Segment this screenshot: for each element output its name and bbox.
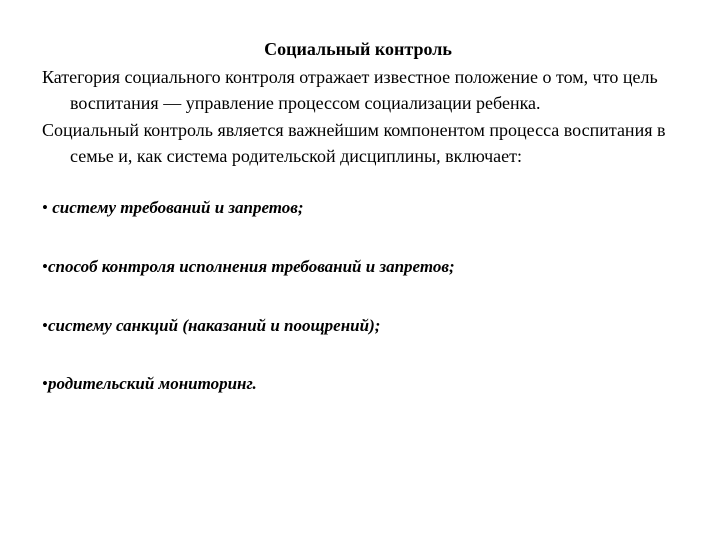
bullet-marker: • <box>42 198 53 217</box>
bullet-text: систему требований и запретов; <box>52 198 304 217</box>
bullet-text: систему санкций (наказаний и поощрений); <box>47 316 381 335</box>
paragraph-category-definition: Категория социального контроля отражает известное положение о том, что цель воспитания — управление процессом социализации ребенка. <box>42 67 658 113</box>
bullet-item-requirements <box>42 197 682 219</box>
bullet-item-sanctions <box>42 315 682 337</box>
bullet-text: родительский мониторинг. <box>47 374 257 393</box>
bullet-item-monitoring <box>42 373 682 395</box>
bullet-marker: • <box>42 316 48 335</box>
bullet-item-control-method <box>42 256 682 278</box>
bullet-marker: • <box>42 374 48 393</box>
slide-title: Социальный контроль <box>264 39 452 59</box>
paragraph-social-control-components: Социальный контроль является важнейшим компонентом процесса воспитания в семье и, как система родительской дисциплины, включает: <box>42 120 666 166</box>
bullet-marker: • <box>42 257 48 276</box>
bullet-text: способ контроля исполнения требований и запретов; <box>47 257 455 276</box>
